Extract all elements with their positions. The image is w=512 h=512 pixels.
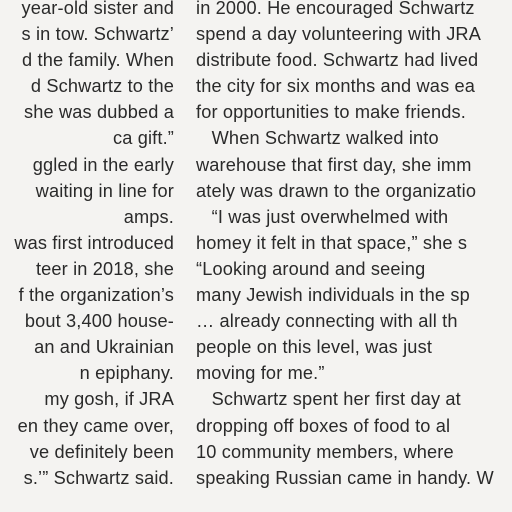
left-line: she was dubbed a: [23, 102, 174, 123]
left-line: year-old sister and: [21, 0, 174, 18]
right-line: spend a day volunteering with JRA: [196, 24, 481, 45]
right-line: moving for me.”: [196, 363, 325, 384]
right-line: Schwartz spent her first day at: [196, 389, 461, 410]
left-line: s.’” Schwartz said.: [23, 467, 174, 488]
right-line: many Jewish individuals in the sp: [196, 285, 470, 306]
left-line: f the organization’s: [18, 285, 174, 306]
left-line: amps.: [123, 206, 174, 227]
right-line: for opportunities to make friends.: [196, 102, 466, 123]
column-gutter: [178, 0, 196, 512]
left-article-column: [0, 0, 174, 512]
left-line: ca gift.”: [113, 128, 174, 149]
left-line: n epiphany.: [79, 363, 174, 384]
right-line: warehouse that first day, she imm: [196, 154, 472, 175]
left-line: en they came over,: [17, 415, 174, 436]
left-line: an and Ukrainian: [34, 337, 174, 358]
right-line: 10 community members, where: [196, 441, 454, 462]
right-line: … already connecting with all th: [196, 311, 458, 332]
left-line: d the family. When: [22, 50, 174, 71]
right-line: ately was drawn to the organizatio: [196, 180, 477, 201]
left-line: teer in 2018, she: [35, 258, 174, 279]
left-line: d Schwartz to the: [30, 76, 174, 97]
left-line: my gosh, if JRA: [44, 389, 174, 410]
right-line: distribute food. Schwartz had lived: [196, 50, 479, 71]
right-line: When Schwartz walked into: [196, 128, 439, 149]
right-line: homey it felt in that space,” she s: [196, 232, 468, 253]
right-line: “Looking around and seeing: [196, 258, 426, 279]
left-line: bout 3,400 house-: [24, 311, 174, 332]
left-line: was first introduced: [14, 232, 174, 253]
right-line: speaking Russian came in handy. W: [196, 467, 494, 488]
right-line: people on this level, was just: [196, 337, 433, 358]
left-line: ggled in the early: [32, 154, 174, 175]
right-line: the city for six months and was ea: [196, 76, 476, 97]
right-line: “I was just overwhelmed with: [196, 206, 449, 227]
right-line: dropping off boxes of food to al: [196, 415, 451, 436]
left-line: waiting in line for: [35, 180, 174, 201]
left-line: ve definitely been: [29, 441, 174, 462]
right-line: in 2000. He encouraged Schwartz: [196, 0, 475, 18]
left-line: s in tow. Schwartz’: [21, 24, 174, 45]
right-article-column: [196, 0, 512, 512]
